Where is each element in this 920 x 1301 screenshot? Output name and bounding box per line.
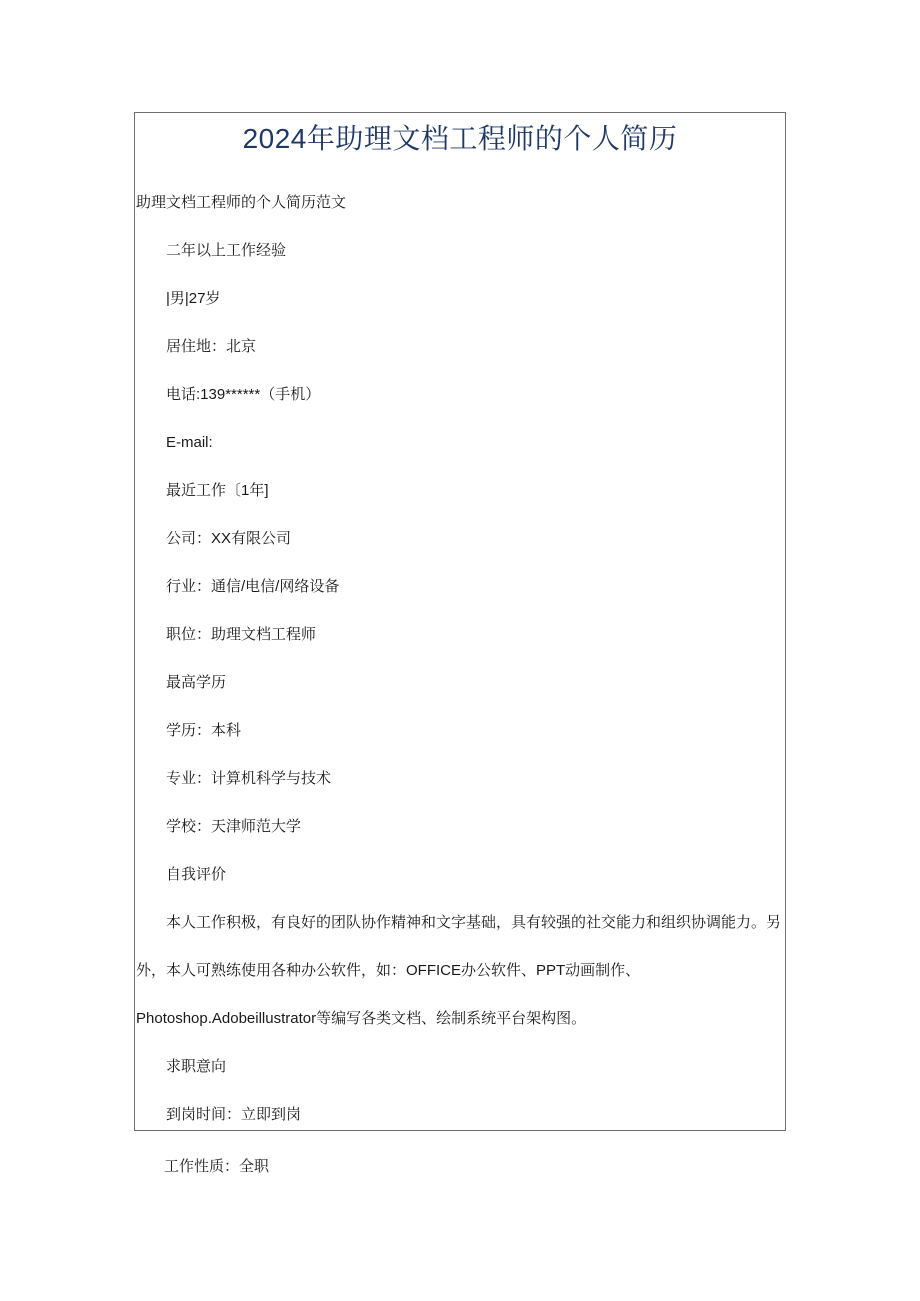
resume-line-company: 公司：XX有限公司 [166,530,292,547]
resume-line-recent-job: 最近工作〔1年] [166,482,269,499]
resume-line-highest-education: 最高学历 [166,674,227,691]
resume-line-school: 学校：天津师范大学 [166,818,302,835]
self-evaluation-paragraph: 本人工作积极，有良好的团队协作精神和文字基础，具有较强的社交能力和组织协调能力。另外，本人可熟练使用各种办公软件，如：OFFICE办公软件、PPT动画制作、Photoshop.Adobeillustrator等编写各类文档、绘制系统平台架构图。 [136,914,782,1027]
resume-line-self-evaluation-heading: 自我评价 [166,866,227,883]
resume-line-phone: 电话:139******（手机） [166,386,321,403]
resume-line-gender-age: |男|27岁 [166,290,221,307]
resume-line-major: 专业：计算机科学与技术 [166,770,332,787]
document-title: 2024年助理文档工程师的个人简历 [242,123,678,154]
resume-line-experience: 二年以上工作经验 [166,242,287,259]
resume-border-box [134,112,786,1131]
resume-line-position: 职位：助理文档工程师 [166,626,317,643]
resume-line-job-type: 工作性质：全职 [164,1158,270,1175]
resume-line-degree: 学历：本科 [166,722,242,739]
resume-line-email: E-mail: [166,434,213,451]
resume-content [135,179,785,1139]
resume-line-availability: 到岗时间：立即到岗 [166,1106,302,1123]
resume-line-residence: 居住地：北京 [166,338,257,355]
resume-lead-line: 助理文档工程师的个人简历范文 [136,194,347,211]
resume-line-industry: 行业：通信/电信/网络设备 [166,578,340,595]
resume-line-job-intention-heading: 求职意向 [166,1058,227,1075]
